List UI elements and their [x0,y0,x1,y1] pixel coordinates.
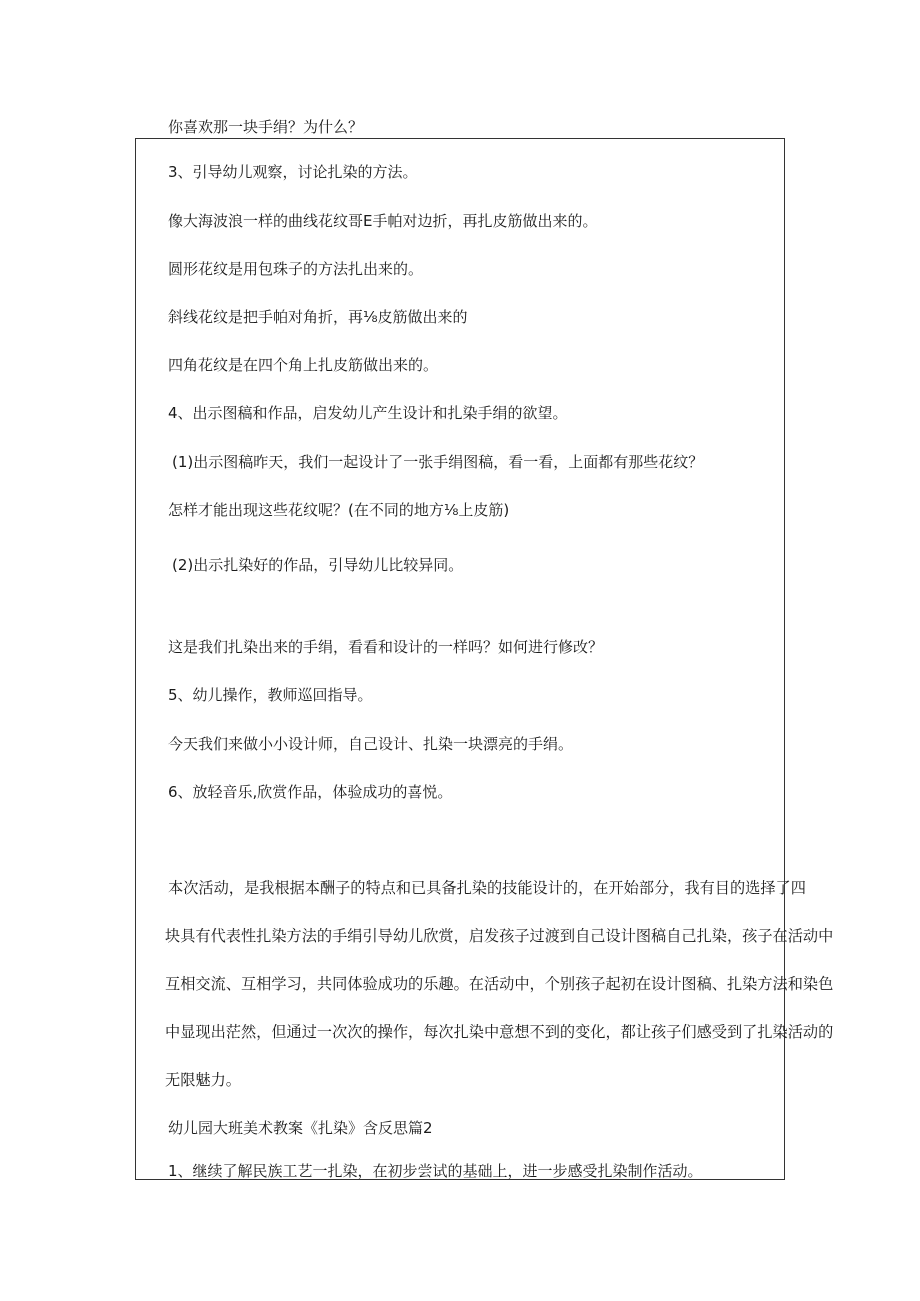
designer-line: 今天我们来做小小设计师，自己设计、扎染一块漂亮的手绢。 [168,735,574,753]
reflection-line-3: 互相交流、互相学习，共同体验成功的乐趣。在活动中，个别孩子起初在设计图稿、扎染方法和染色 [165,975,834,993]
show-works-line: (2)出示扎染好的作品，引导幼儿比较异同。 [172,556,464,574]
compare-line: 这是我们扎染出来的手绢，看看和设计的一样吗？如何进行修改？ [168,638,604,656]
reflection-line-1: 本次活动，是我根据本酬子的特点和已具备扎染的技能设计的，在开始部分，我有目的选择了四 [168,879,806,897]
how-patterns-line: 怎样才能出现这些花纹呢？(在不同的地方⅛上皮筋) [168,501,510,519]
section-title: 幼儿园大班美术教案《扎染》含反思篇2 [168,1119,433,1137]
step-4-line: 4、出示图稿和作品，启发幼儿产生设计和扎染手绢的欲望。 [168,404,568,422]
circle-pattern-line: 圆形花纹是用包珠子的方法扎出来的。 [168,260,424,278]
step-5-line: 5、幼儿操作，教师巡回指导。 [168,686,373,704]
question-line: 你喜欢那一块手绢？为什么？ [168,118,364,136]
objective-1-line: 1、继续了解民族工艺一扎染，在初步尝试的基础上，进一步感受扎染制作活动。 [168,1162,703,1180]
reflection-line-4: 中显现出茫然，但通过一次次的操作，每次扎染中意想不到的变化，都让孩子们感受到了扎染活动的 [165,1023,834,1041]
reflection-line-2: 块具有代表性扎染方法的手绢引导幼儿欣赏，启发孩子过渡到自己设计图稿自己扎染，孩子在活动中 [165,927,834,945]
step-6-line: 6、放轻音乐,欣赏作品，体验成功的喜悦。 [168,783,453,801]
step-3-line: 3、引导幼儿观察，讨论扎染的方法。 [168,163,418,181]
wave-pattern-line: 像大海波浪一样的曲线花纹哥E手帕对边折，再扎皮筋做出来的。 [168,212,598,230]
reflection-line-5: 无限魅力。 [165,1071,241,1089]
diagonal-pattern-line: 斜线花纹是把手帕对角折，再⅛皮筋做出来的 [168,308,468,326]
corner-pattern-line: 四角花纹是在四个角上扎皮筋做出来的。 [168,356,439,374]
show-draft-line: (1)出示图稿昨天，我们一起设计了一张手绢图稿，看一看，上面都有那些花纹？ [172,453,704,471]
